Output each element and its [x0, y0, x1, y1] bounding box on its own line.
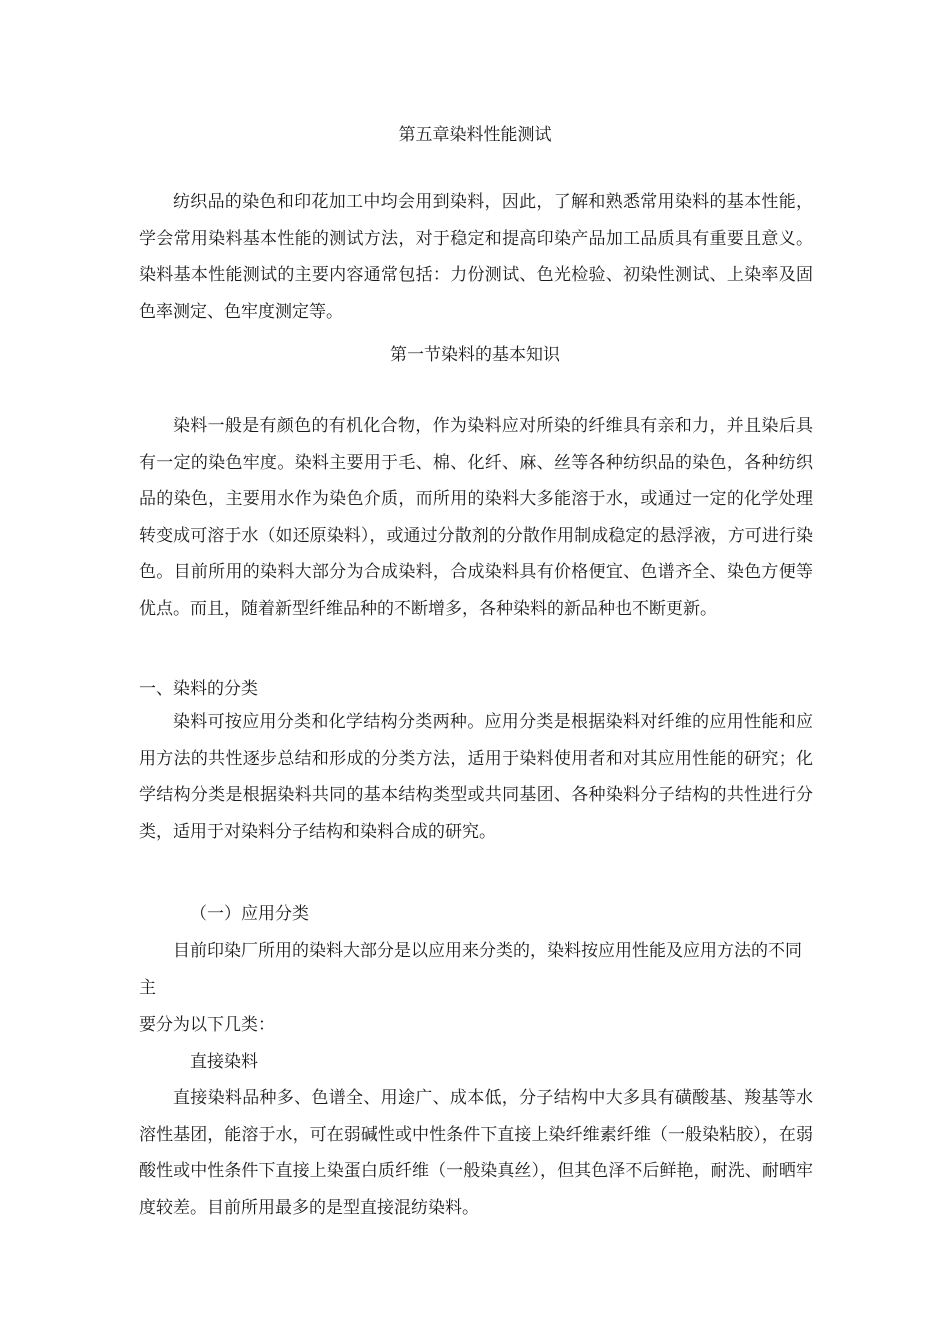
classification-paragraph: 染料可按应用分类和化学结构分类两种。应用分类是根据染料对纤维的应用性能和应用方法的共性逐步总结和形成的分类方法，适用于染料使用者和对其应用性能的研究；化学结构分类是根据染料共同的基本结构类型或共同基团、各种染料分子结构的共性进行分类，适用于对染料分子结构和染料合成的研究。: [139, 712, 813, 842]
direct-dyes-paragraph: 直接染料品种多、色谱全、用途广、成本低，分子结构中大多具有磺酸基、羧基等水溶性基团，能溶于水，可在弱碱性或中性条件下直接上染纤维素纤维（一般染粘胶），在弱酸性或中性条件下直接上染蛋白质纤维（一般染真丝），但其色泽不后鲜艳，耐洗、耐晒牢度较差。目前所用最多的是型直接混纺染料。: [139, 1088, 813, 1218]
heading-classification: 一、染料的分类: [139, 679, 258, 699]
section-title: 第一节染料的基本知识: [390, 345, 560, 365]
intro-paragraph: 纺织品的染色和印花加工中均会用到染料，因此，了解和熟悉常用染料的基本性能，学会常用染料基本性能的测试方法，对于稳定和提高印染产品加工品质具有重要且意义。染料基本性能测试的主要内容通常包括：力份测试、色光检验、初染性测试、上染率及固色率测定、色牢度测定等。: [139, 192, 813, 322]
chapter-title: 第五章染料性能测试: [398, 125, 552, 145]
application-line-1: 目前印染厂所用的染料大部分是以应用来分类的，染料按应用性能及应用方法的不同: [173, 941, 802, 961]
application-line-3: 要分为以下几类：: [139, 1015, 275, 1035]
subheading-application: （一）应用分类: [190, 904, 309, 924]
subheading-direct-dyes: 直接染料: [190, 1052, 258, 1072]
section-paragraph: 染料一般是有颜色的有机化合物，作为染料应对所染的纤维具有亲和力，并且染后具有一定的染色牢度。染料主要用于毛、棉、化纤、麻、丝等各种纺织品的染色，各种纺织品的染色，主要用水作为染色介质，而所用的染料大多能溶于水，或通过一定的化学处理转变成可溶于水（如还原染料），或通过分散剂的分散作用制成稳定的悬浮液，方可进行染色。目前所用的染料大部分为合成染料，合成染料具有价格便宜、色谱齐全、染色方便等优点。而且，随着新型纤维品种的不断增多，各种染料的新品种也不断更新。: [139, 416, 813, 619]
application-line-2: 主: [139, 978, 156, 998]
